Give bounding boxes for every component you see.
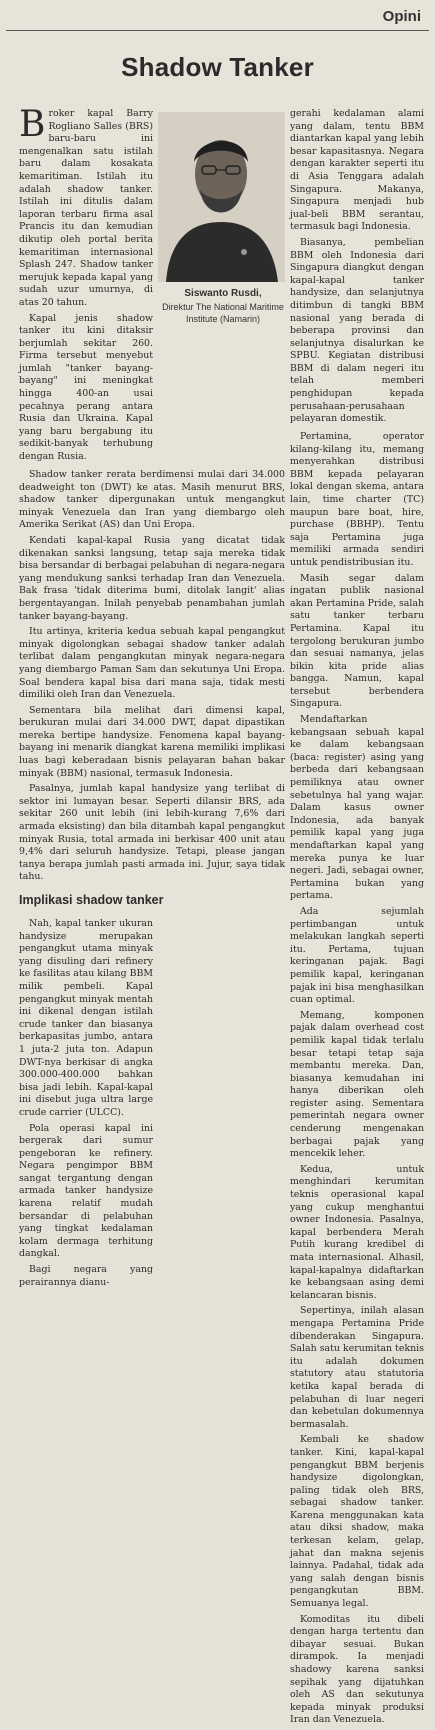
paragraph: Bagi negara yang perairannya dianu- xyxy=(19,1264,153,1288)
author-name: Siswanto Rusdi, xyxy=(184,288,262,299)
paragraph: Sepertinya, inilah alasan mengapa Pertamina Pride dibenderakan Singapura. Salah satu kerumitan teknis itu adalah dokumen statutory atau statutoria ketika kapal berada di pelabuhan di luar negeri dan kebetulan dokumennya bermasalah. xyxy=(290,1305,424,1430)
paragraph: Pola operasi kapal ini bergerak dari sumur pengeboran ke refinery. Negara pengimpor BBM sangat tergantung dengan armada tanker handysize karena relatif mudah bersandar di pelabuhan yang tingkat kedalaman kolam dermaga terhitung dangkal. xyxy=(19,1122,153,1260)
paragraph: Kedua, untuk menghindari kerumitan teknis operasional kapal yang cukup menghantui owner Indonesia. Pasalnya, kapal berbendera Merah Putih kurang kredibel di mata internasional. Alhasil, kapal-kapalnya didaftarkan ke kebangsaan asing demi kelancaran bisnis. xyxy=(290,1163,424,1301)
column-1-bottom xyxy=(19,918,153,1292)
rubric-divider xyxy=(6,30,429,31)
author-photo xyxy=(158,112,285,282)
paragraph: Mendaftarkan kebangsaan sebuah kapal ke dalam kebangsaan (baca: register) asing yang berbeda dari kebangsaan pemiliknya atau owner sebetulnya hal yang wajar. Dalam kasus owner Indonesia, ada banyak pemilik kapal yang juga mendaftarkan kapal yang mereka punya ke luar negeri. Jadi, sebagai owner, Pertamina bukan yang pertama. xyxy=(290,714,424,902)
paragraph: Ada sejumlah pertimbangan untuk melakukan langkah seperti itu. Pertama, tujuan keringanan pajak. Bagi pemilik kapal, keringanan pajak ini bisa menghasilkan cuan optimal. xyxy=(290,905,424,1006)
paragraph: Itu artinya, kriteria kedua sebuah kapal pengangkut minyak digolongkan sebagai shadow tanker adalah terlibat dalam pengangkutan minyak negara-negara yang diembargo Paman Sam dan sekutunya Uni Eropa. Soal bendera kapal bisa dari mana saja, tidak mesti dimiliki oleh Iran dan Venezuela. xyxy=(19,626,285,701)
column-1-top xyxy=(19,104,153,467)
intro-paragraph: Broker kapal Barry Rogliano Salles (BRS) baru-baru ini mengenalkan satu istilah baru dalam kosakata kemaritiman. Istilah itu adalah shadow tanker. Istilah ini ditulis dalam laporan terbaru firma asal Prancis itu dan kemudian dikutip oleh portal berita kemaritiman internasional Splash 247. Shadow tanker merujuk kepada kapal yang sudah uzur umurnya, di atas 20 tahun. xyxy=(19,104,153,308)
paragraph: Komoditas itu dibeli dengan harga tertentu dan dibayar sesuai. Bukan dirampok. Ia menjadi shadowy karena sanksi sepihak yang dijatuhkan oleh AS dan sekutunya kepada minyak produksi Iran dan Venezuela. xyxy=(290,1613,424,1726)
photo-caption xyxy=(158,288,288,325)
author-title: Direktur The National Maritime Institute (Namarin) xyxy=(162,302,284,324)
paragraph: Biasanya, pembelian BBM oleh Indonesia dari Singapura diangkut dengan kapal-kapal tanker handysize, dan selanjutnya ditimbun di tangki BBM nasional yang berada di beberapa provinsi dan selanjutnya disalurkan ke SPBU. Kegiatan distribusi BBM di dalam negeri itu telah memberi penghidupan kepada perusahaan-perusahaan pelayaran domestik. xyxy=(290,236,424,425)
paragraph: Memang, komponen pajak dalam overhead cost pemilik kapal tidak terlalu besar tetapi tetap saja membantu mereka. Dan, biasanya kemudahan ini hanya diberikan oleh register asing. Sementara pemerintah negara owner cenderung mengenakan berbagai pajak yang mencekik leher. xyxy=(290,1009,424,1160)
paragraph: Kendati kapal-kapal Rusia yang dicatat tidak dikenakan sanksi langsung, tetap saja mereka tidak bisa bersandar di berbagai pelabuhan di negara-negara yang mendukung sanksi terhadap Iran dan Venezuela. Bak frasa 'tidak diterima bumi, ditolak langit' alias bergentayangan. Inilah penyebab penambahan jumlah tanker bayang-bayang. xyxy=(19,534,285,622)
paragraph: Kapal jenis shadow tanker itu kini ditaksir berjumlah sekitar 260. Firma tersebut menyebut jumlah "tanker bayang-bayang" ini meningkat hingga 400-an usai pecahnya perang antara Rusia dan Ukraina. Kapal yang baru bergabung itu sedikit-banyak terhubung dengan Rusia. xyxy=(19,312,153,463)
paragraph: Nah, kapal tanker ukuran handysize merupakan pengangkut utama minyak yang disuling dari refinery ke fasilitas atau kilang BBM milik pembeli. Kapal pengangkut minyak mentah ini dikenal dengan istilah crude tanker dan biasanya berkapasitas jumbo, antara 1 juta-2 juta ton. Adapun DWT-nya berkisar di angka 300.000-400.000 bahkan bisa jadi lebih. Kapal-kapal ini disebut juga ultra large crude carrier (ULCC). xyxy=(19,918,153,1118)
column-1-main xyxy=(19,469,285,887)
drop-cap: B xyxy=(19,104,46,145)
paragraph: Masih segar dalam ingatan publik nasional akan Pertamina Pride, salah satu tanker terbaru Pertamina. Kapal itu tergolong berukuran jumbo dan sesuai namanya, jelas bikin kita pride alias bangga. Namun, kapal tersebut berbendera Singapura. xyxy=(290,572,424,710)
article-headline: Shadow Tanker xyxy=(121,52,314,82)
paragraph: Shadow tanker rerata berdimensi mulai dari 34.000 deadweight ton (DWT) ke atas. Masih menurut BRS, shadow tanker dipergunakan untuk mengangkut minyak Venezuela dan Iran yang diembargo oleh Amerika Serikat (AS) dan Uni Eropa. xyxy=(19,469,285,531)
paragraph: Sementara bila melihat dari dimensi kapal, berukuran mulai dari 34.000 DWT, dapat dipastikan mereka bertipe handysize. Fenomena kapal bayang-bayang ini menarik diangkat karena memiliki implikasi luas bagi keberadaan bisnis pelayaran bahan bakar minyak (BBM) nasional, termasuk Indonesia. xyxy=(19,704,285,779)
paragraph: gerahi kedalaman alami yang dalam, tentu BBM diantarkan kapal yang lebih besar kapasitasnya. Negara dengan karakter seperti itu di Asia Tenggara adalah Singapura. Makanya, Singapura menjadi hub jual-beli BBM serantau, termasuk bagi Indonesia. xyxy=(290,108,424,233)
column-2 xyxy=(290,108,424,429)
paragraph: Kembali ke shadow tanker. Kini, kapal-kapal pengangkut BBM berjenis handysize digolongkan, paling tidak oleh BRS, sebagai shadow tanker. Karena menggunakan kata atau diksi shadow, maka terkesan kelam, gelap, jahat dan makna sejenis lainnya. Padahal, tidak ada yang salah dengan bisnis pengangkutan BBM. Semuanya legal. xyxy=(290,1434,424,1610)
section-rubric: Opini xyxy=(382,8,421,25)
paragraph: Pasalnya, jumlah kapal handysize yang terlibat di sektor ini lumayan besar. Seperti dilansir BRS, ada sekitar 260 unit lebih (ini lebih-kurang 7,6% dari armada eksisting) dan bila ditambah kapal pengangkut minyak Rusia, total armada ini berkisar 400 unit atau 9,4% dari seluruh handysize. Tetapi, please jangan tanya berapa jumlah pasti armada ini. Jujur, saya tidak tahu. xyxy=(19,783,285,883)
column-2-main xyxy=(290,431,424,1730)
paragraph: Pertamina, operator kilang-kilang itu, memang menyerahkan distribusi BBM kepada pelayaran lokal dengan skema, antara lain, time charter (TC) maupun bare boat, hire, purchase (BBHP). Tentu saja Pertamina juga memiliki armada sendiri untuk pendistribusian itu. xyxy=(290,431,424,568)
author-portrait-image xyxy=(158,112,285,282)
subheading: Implikasi shadow tanker xyxy=(19,893,164,907)
